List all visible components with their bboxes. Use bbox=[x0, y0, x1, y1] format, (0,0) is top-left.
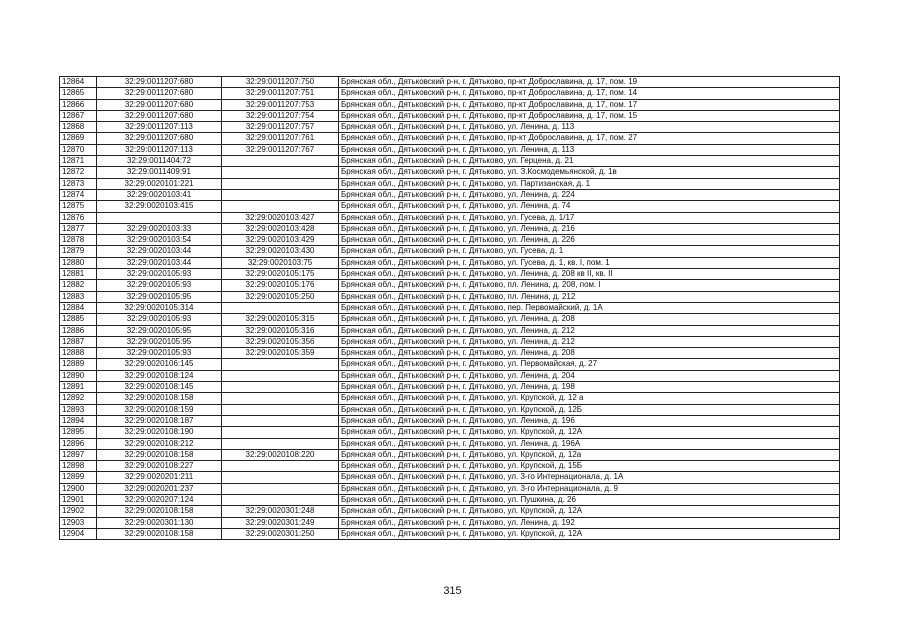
row-number-cell: 12899 bbox=[60, 472, 97, 483]
parcel-cadastral-number-cell: 32:29:0011207:680 bbox=[97, 133, 222, 144]
table-row bbox=[60, 506, 840, 517]
row-number-cell: 12889 bbox=[60, 359, 97, 370]
address-cell: Брянская обл., Дятьковский р-н, г. Дятьково, ул. Ленина, д. 212 bbox=[339, 325, 840, 336]
address-cell: Брянская обл., Дятьковский р-н, г. Дятьково, ул. Ленина, д. 224 bbox=[339, 189, 840, 200]
address-cell: Брянская обл., Дятьковский р-н, г. Дятьково, пр-кт Доброславина, д. 17, пом. 27 bbox=[339, 133, 840, 144]
object-cadastral-number-cell: 32:29:0011207:754 bbox=[222, 110, 339, 121]
parcel-cadastral-number-cell: 32:29:0020108:158 bbox=[97, 393, 222, 404]
address-cell: Брянская обл., Дятьковский р-н, г. Дятьково, ул. Ленина, д. 192 bbox=[339, 517, 840, 528]
object-cadastral-number-cell: 32:29:0020105:359 bbox=[222, 348, 339, 359]
row-number-cell: 12869 bbox=[60, 133, 97, 144]
registry-table bbox=[59, 76, 840, 540]
table-row bbox=[60, 257, 840, 268]
row-number-cell: 12895 bbox=[60, 427, 97, 438]
row-number-cell: 12887 bbox=[60, 336, 97, 347]
parcel-cadastral-number-cell: 32:29:0020105:95 bbox=[97, 336, 222, 347]
parcel-cadastral-number-cell: 32:29:0020201:237 bbox=[97, 483, 222, 494]
address-cell: Брянская обл., Дятьковский р-н, г. Дятьково, ул. Крупской, д. 12а bbox=[339, 449, 840, 460]
parcel-cadastral-number-cell: 32:29:0020108:212 bbox=[97, 438, 222, 449]
row-number-cell: 12866 bbox=[60, 99, 97, 110]
address-cell: Брянская обл., Дятьковский р-н, г. Дятьково, ул. Ленина, д. 226 bbox=[339, 235, 840, 246]
address-cell: Брянская обл., Дятьковский р-н, г. Дятьково, ул. З.Космодемьянской, д. 1в bbox=[339, 167, 840, 178]
address-cell: Брянская обл., Дятьковский р-н, г. Дятьково, ул. Пушкина, д. 26 bbox=[339, 494, 840, 505]
row-number-cell: 12897 bbox=[60, 449, 97, 460]
parcel-cadastral-number-cell: 32:29:0020108:158 bbox=[97, 528, 222, 539]
table-row bbox=[60, 178, 840, 189]
row-number-cell: 12867 bbox=[60, 110, 97, 121]
parcel-cadastral-number-cell: 32:29:0020103:44 bbox=[97, 246, 222, 257]
table-row bbox=[60, 370, 840, 381]
object-cadastral-number-cell: 32:29:0020103:428 bbox=[222, 223, 339, 234]
object-cadastral-number-cell bbox=[222, 189, 339, 200]
parcel-cadastral-number-cell: 32:29:0020108:124 bbox=[97, 370, 222, 381]
parcel-cadastral-number-cell: 32:29:0020108:159 bbox=[97, 404, 222, 415]
row-number-cell: 12900 bbox=[60, 483, 97, 494]
table-row bbox=[60, 483, 840, 494]
table-row bbox=[60, 99, 840, 110]
row-number-cell: 12893 bbox=[60, 404, 97, 415]
address-cell: Брянская обл., Дятьковский р-н, г. Дятьково, ул. Ленина, д. 113 bbox=[339, 122, 840, 133]
address-cell: Брянская обл., Дятьковский р-н, г. Дятьково, ул. Ленина, д. 204 bbox=[339, 370, 840, 381]
parcel-cadastral-number-cell bbox=[97, 212, 222, 223]
row-number-cell: 12876 bbox=[60, 212, 97, 223]
object-cadastral-number-cell bbox=[222, 393, 339, 404]
address-cell: Брянская обл., Дятьковский р-н, г. Дятьково, ул. Гусева, д. 1/17 bbox=[339, 212, 840, 223]
parcel-cadastral-number-cell: 32:29:0020103:54 bbox=[97, 235, 222, 246]
row-number-cell: 12865 bbox=[60, 88, 97, 99]
table-row bbox=[60, 393, 840, 404]
table-row bbox=[60, 461, 840, 472]
table-row bbox=[60, 359, 840, 370]
address-cell: Брянская обл., Дятьковский р-н, г. Дятьково, ул. Крупской, д. 12 а bbox=[339, 393, 840, 404]
object-cadastral-number-cell: 32:29:0020105:175 bbox=[222, 269, 339, 280]
table-row bbox=[60, 382, 840, 393]
row-number-cell: 12868 bbox=[60, 122, 97, 133]
address-cell: Брянская обл., Дятьковский р-н, г. Дятьково, ул. Первомайская, д. 27 bbox=[339, 359, 840, 370]
table-row bbox=[60, 348, 840, 359]
parcel-cadastral-number-cell: 32:29:0020108:158 bbox=[97, 449, 222, 460]
row-number-cell: 12871 bbox=[60, 156, 97, 167]
object-cadastral-number-cell: 32:29:0011207:767 bbox=[222, 144, 339, 155]
object-cadastral-number-cell: 32:29:0020103:75 bbox=[222, 257, 339, 268]
table-row bbox=[60, 314, 840, 325]
parcel-cadastral-number-cell: 32:29:0020108:187 bbox=[97, 415, 222, 426]
row-number-cell: 12883 bbox=[60, 291, 97, 302]
row-number-cell: 12882 bbox=[60, 280, 97, 291]
object-cadastral-number-cell: 32:29:0020105:315 bbox=[222, 314, 339, 325]
parcel-cadastral-number-cell: 32:29:0020108:158 bbox=[97, 506, 222, 517]
row-number-cell: 12892 bbox=[60, 393, 97, 404]
object-cadastral-number-cell: 32:29:0011207:761 bbox=[222, 133, 339, 144]
parcel-cadastral-number-cell: 32:29:0011207:113 bbox=[97, 122, 222, 133]
parcel-cadastral-number-cell: 32:29:0020103:44 bbox=[97, 257, 222, 268]
row-number-cell: 12878 bbox=[60, 235, 97, 246]
address-cell: Брянская обл., Дятьковский р-н, г. Дятьково, ул. Крупской, д. 12А bbox=[339, 528, 840, 539]
table-row bbox=[60, 110, 840, 121]
object-cadastral-number-cell bbox=[222, 359, 339, 370]
object-cadastral-number-cell bbox=[222, 382, 339, 393]
parcel-cadastral-number-cell: 32:29:0020108:190 bbox=[97, 427, 222, 438]
object-cadastral-number-cell: 32:29:0020103:429 bbox=[222, 235, 339, 246]
object-cadastral-number-cell bbox=[222, 167, 339, 178]
object-cadastral-number-cell: 32:29:0011207:751 bbox=[222, 88, 339, 99]
parcel-cadastral-number-cell: 32:29:0011409:91 bbox=[97, 167, 222, 178]
object-cadastral-number-cell: 32:29:0020105:316 bbox=[222, 325, 339, 336]
table-body bbox=[60, 77, 840, 540]
table-row bbox=[60, 494, 840, 505]
parcel-cadastral-number-cell: 32:29:0011207:680 bbox=[97, 88, 222, 99]
table-row bbox=[60, 122, 840, 133]
parcel-cadastral-number-cell: 32:29:0020105:93 bbox=[97, 314, 222, 325]
table-row bbox=[60, 291, 840, 302]
row-number-cell: 12879 bbox=[60, 246, 97, 257]
row-number-cell: 12903 bbox=[60, 517, 97, 528]
row-number-cell: 12898 bbox=[60, 461, 97, 472]
table-row bbox=[60, 336, 840, 347]
row-number-cell: 12870 bbox=[60, 144, 97, 155]
parcel-cadastral-number-cell: 32:29:0020207:124 bbox=[97, 494, 222, 505]
address-cell: Брянская обл., Дятьковский р-н, г. Дятьково, пр-кт Доброславина, д. 17, пом. 14 bbox=[339, 88, 840, 99]
row-number-cell: 12874 bbox=[60, 189, 97, 200]
address-cell: Брянская обл., Дятьковский р-н, г. Дятьково, ул. Ленина, д. 74 bbox=[339, 201, 840, 212]
table-row bbox=[60, 528, 840, 539]
address-cell: Брянская обл., Дятьковский р-н, г. Дятьково, пр-кт Доброславина, д. 17, пом. 15 bbox=[339, 110, 840, 121]
parcel-cadastral-number-cell: 32:29:0020105:93 bbox=[97, 269, 222, 280]
row-number-cell: 12886 bbox=[60, 325, 97, 336]
table-row bbox=[60, 212, 840, 223]
table-row bbox=[60, 280, 840, 291]
object-cadastral-number-cell bbox=[222, 404, 339, 415]
object-cadastral-number-cell: 32:29:0011207:750 bbox=[222, 77, 339, 88]
address-cell: Брянская обл., Дятьковский р-н, г. Дятьково, ул. Ленина, д. 208 кв II, кв. II bbox=[339, 269, 840, 280]
row-number-cell: 12873 bbox=[60, 178, 97, 189]
table-row bbox=[60, 427, 840, 438]
page-number: 315 bbox=[443, 585, 462, 597]
object-cadastral-number-cell bbox=[222, 156, 339, 167]
table-row bbox=[60, 415, 840, 426]
table-row bbox=[60, 302, 840, 313]
parcel-cadastral-number-cell: 32:29:0020105:93 bbox=[97, 280, 222, 291]
table-row bbox=[60, 235, 840, 246]
parcel-cadastral-number-cell: 32:29:0020105:314 bbox=[97, 302, 222, 313]
object-cadastral-number-cell bbox=[222, 370, 339, 381]
object-cadastral-number-cell: 32:29:0020108:220 bbox=[222, 449, 339, 460]
address-cell: Брянская обл., Дятьковский р-н, г. Дятьково, ул. 3-го Интернационала, д. 1А bbox=[339, 472, 840, 483]
address-cell: Брянская обл., Дятьковский р-н, г. Дятьково, ул. Ленина, д. 196 bbox=[339, 415, 840, 426]
object-cadastral-number-cell bbox=[222, 201, 339, 212]
address-cell: Брянская обл., Дятьковский р-н, г. Дятьково, пер. Первомайский, д. 1А bbox=[339, 302, 840, 313]
row-number-cell: 12881 bbox=[60, 269, 97, 280]
object-cadastral-number-cell: 32:29:0020103:430 bbox=[222, 246, 339, 257]
address-cell: Брянская обл., Дятьковский р-н, г. Дятьково, ул. Гусева, д. 1 bbox=[339, 246, 840, 257]
table-row bbox=[60, 246, 840, 257]
table-row bbox=[60, 517, 840, 528]
parcel-cadastral-number-cell: 32:29:0020301:130 bbox=[97, 517, 222, 528]
address-cell: Брянская обл., Дятьковский р-н, г. Дятьково, ул. Ленина, д. 216 bbox=[339, 223, 840, 234]
parcel-cadastral-number-cell: 32:29:0020201:211 bbox=[97, 472, 222, 483]
parcel-cadastral-number-cell: 32:29:0011207:680 bbox=[97, 99, 222, 110]
address-cell: Брянская обл., Дятьковский р-н, г. Дятьково, ул. Крупской, д. 12Б bbox=[339, 404, 840, 415]
address-cell: Брянская обл., Дятьковский р-н, г. Дятьково, пр-кт Доброславина, д. 17, пом. 19 bbox=[339, 77, 840, 88]
row-number-cell: 12902 bbox=[60, 506, 97, 517]
table-row bbox=[60, 156, 840, 167]
table-row bbox=[60, 77, 840, 88]
table-row bbox=[60, 144, 840, 155]
address-cell: Брянская обл., Дятьковский р-н, г. Дятьково, ул. 3-го Интернационала, д. 9 bbox=[339, 483, 840, 494]
object-cadastral-number-cell: 32:29:0020301:250 bbox=[222, 528, 339, 539]
table-row bbox=[60, 133, 840, 144]
object-cadastral-number-cell bbox=[222, 415, 339, 426]
parcel-cadastral-number-cell: 32:29:0011207:680 bbox=[97, 110, 222, 121]
address-cell: Брянская обл., Дятьковский р-н, г. Дятьково, ул. Ленина, д. 113 bbox=[339, 144, 840, 155]
row-number-cell: 12891 bbox=[60, 382, 97, 393]
table-row bbox=[60, 449, 840, 460]
parcel-cadastral-number-cell: 32:29:0020108:227 bbox=[97, 461, 222, 472]
address-cell: Брянская обл., Дятьковский р-н, г. Дятьково, ул. Партизанская, д. 1 bbox=[339, 178, 840, 189]
address-cell: Брянская обл., Дятьковский р-н, г. Дятьково, ул. Крупской, д. 12А bbox=[339, 427, 840, 438]
parcel-cadastral-number-cell: 32:29:0020105:93 bbox=[97, 348, 222, 359]
parcel-cadastral-number-cell: 32:29:0020105:95 bbox=[97, 325, 222, 336]
row-number-cell: 12877 bbox=[60, 223, 97, 234]
parcel-cadastral-number-cell: 32:29:0020106:145 bbox=[97, 359, 222, 370]
address-cell: Брянская обл., Дятьковский р-н, г. Дятьково, пл. Ленина, д. 208, пом. I bbox=[339, 280, 840, 291]
parcel-cadastral-number-cell: 32:29:0020101:221 bbox=[97, 178, 222, 189]
object-cadastral-number-cell bbox=[222, 494, 339, 505]
address-cell: Брянская обл., Дятьковский р-н, г. Дятьково, ул. Ленина, д. 198 bbox=[339, 382, 840, 393]
parcel-cadastral-number-cell: 32:29:0011207:680 bbox=[97, 77, 222, 88]
row-number-cell: 12872 bbox=[60, 167, 97, 178]
row-number-cell: 12875 bbox=[60, 201, 97, 212]
row-number-cell: 12885 bbox=[60, 314, 97, 325]
parcel-cadastral-number-cell: 32:29:0020103:33 bbox=[97, 223, 222, 234]
object-cadastral-number-cell: 32:29:0020301:248 bbox=[222, 506, 339, 517]
object-cadastral-number-cell: 32:29:0020105:250 bbox=[222, 291, 339, 302]
address-cell: Брянская обл., Дятьковский р-н, г. Дятьково, ул. Крупской, д. 12А bbox=[339, 506, 840, 517]
address-cell: Брянская обл., Дятьковский р-н, г. Дятьково, пл. Ленина, д. 212 bbox=[339, 291, 840, 302]
address-cell: Брянская обл., Дятьковский р-н, г. Дятьково, ул. Ленина, д. 208 bbox=[339, 314, 840, 325]
address-cell: Брянская обл., Дятьковский р-н, г. Дятьково, ул. Гусева, д. 1, кв. I, пом. 1 bbox=[339, 257, 840, 268]
row-number-cell: 12890 bbox=[60, 370, 97, 381]
table-row bbox=[60, 167, 840, 178]
row-number-cell: 12904 bbox=[60, 528, 97, 539]
object-cadastral-number-cell bbox=[222, 178, 339, 189]
object-cadastral-number-cell: 32:29:0011207:753 bbox=[222, 99, 339, 110]
row-number-cell: 12901 bbox=[60, 494, 97, 505]
object-cadastral-number-cell bbox=[222, 438, 339, 449]
table-row bbox=[60, 269, 840, 280]
table-row bbox=[60, 201, 840, 212]
object-cadastral-number-cell: 32:29:0020105:176 bbox=[222, 280, 339, 291]
object-cadastral-number-cell bbox=[222, 483, 339, 494]
address-cell: Брянская обл., Дятьковский р-н, г. Дятьково, пр-кт Доброславина, д. 17, пом. 17 bbox=[339, 99, 840, 110]
address-cell: Брянская обл., Дятьковский р-н, г. Дятьково, ул. Ленина, д. 208 bbox=[339, 348, 840, 359]
parcel-cadastral-number-cell: 32:29:0020105:95 bbox=[97, 291, 222, 302]
table-row bbox=[60, 404, 840, 415]
address-cell: Брянская обл., Дятьковский р-н, г. Дятьково, ул. Герцена, д. 21 bbox=[339, 156, 840, 167]
table-row bbox=[60, 325, 840, 336]
parcel-cadastral-number-cell: 32:29:0020108:145 bbox=[97, 382, 222, 393]
object-cadastral-number-cell bbox=[222, 427, 339, 438]
object-cadastral-number-cell bbox=[222, 472, 339, 483]
row-number-cell: 12864 bbox=[60, 77, 97, 88]
row-number-cell: 12880 bbox=[60, 257, 97, 268]
row-number-cell: 12884 bbox=[60, 302, 97, 313]
object-cadastral-number-cell: 32:29:0020301:249 bbox=[222, 517, 339, 528]
row-number-cell: 12888 bbox=[60, 348, 97, 359]
parcel-cadastral-number-cell: 32:29:0020103:41 bbox=[97, 189, 222, 200]
object-cadastral-number-cell: 32:29:0011207:757 bbox=[222, 122, 339, 133]
parcel-cadastral-number-cell: 32:29:0011404:72 bbox=[97, 156, 222, 167]
table-row bbox=[60, 88, 840, 99]
table-row bbox=[60, 472, 840, 483]
object-cadastral-number-cell: 32:29:0020105:356 bbox=[222, 336, 339, 347]
parcel-cadastral-number-cell: 32:29:0020103:415 bbox=[97, 201, 222, 212]
address-cell: Брянская обл., Дятьковский р-н, г. Дятьково, ул. Ленина, д. 212 bbox=[339, 336, 840, 347]
table-row bbox=[60, 223, 840, 234]
parcel-cadastral-number-cell: 32:29:0011207:113 bbox=[97, 144, 222, 155]
row-number-cell: 12894 bbox=[60, 415, 97, 426]
address-cell: Брянская обл., Дятьковский р-н, г. Дятьково, ул. Крупской, д. 15Б bbox=[339, 461, 840, 472]
object-cadastral-number-cell bbox=[222, 461, 339, 472]
table-row bbox=[60, 438, 840, 449]
object-cadastral-number-cell bbox=[222, 302, 339, 313]
table-row bbox=[60, 189, 840, 200]
address-cell: Брянская обл., Дятьковский р-н, г. Дятьково, ул. Ленина, д. 196А bbox=[339, 438, 840, 449]
row-number-cell: 12896 bbox=[60, 438, 97, 449]
object-cadastral-number-cell: 32:29:0020103:427 bbox=[222, 212, 339, 223]
